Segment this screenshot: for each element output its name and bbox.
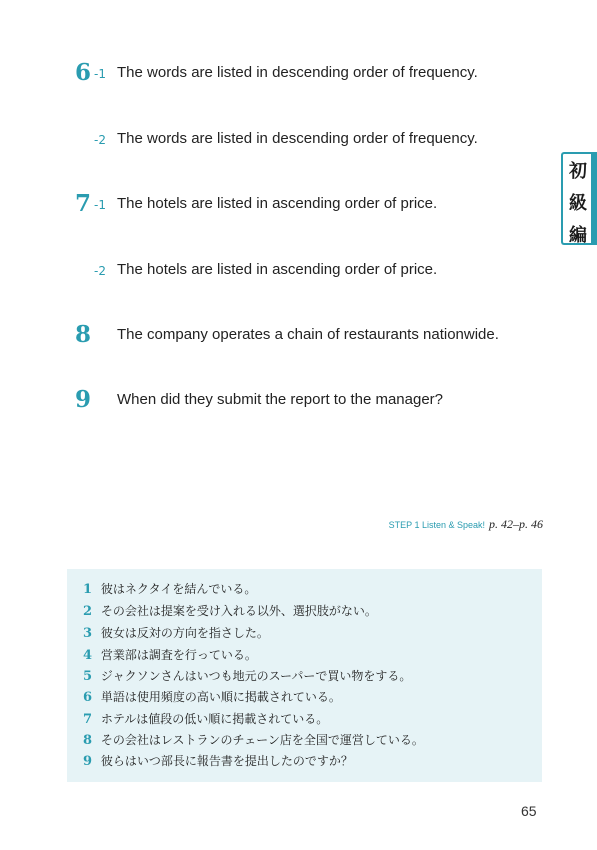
translation-number: 9: [83, 754, 93, 769]
entry-6-2: [0, 124, 597, 164]
translation-text: 彼はネクタイを結んでいる。: [100, 582, 257, 596]
entry-sentence: The hotels are listed in ascending order of price.: [117, 195, 438, 212]
entry-8: [0, 320, 597, 360]
translation-number: 1: [83, 582, 93, 597]
translation-text: ジャクソンさんはいつも地元のスーパーで買い物をする。: [100, 669, 412, 683]
entry-number: 8: [75, 321, 92, 348]
entry-number: 7: [75, 190, 92, 217]
translation-line: [83, 730, 424, 751]
translation-line: [83, 601, 377, 622]
side-tab-char: 編: [569, 225, 587, 246]
translation-line: [83, 623, 269, 644]
entry-sentence: When did they submit the report to the manager?: [117, 391, 444, 408]
translation-number: 3: [83, 626, 93, 641]
entry-7-1: [0, 189, 597, 229]
translation-line: [83, 751, 353, 772]
translation-text: 営業部は調査を行っている。: [100, 648, 257, 662]
level-side-tab: [561, 152, 597, 245]
translation-number: 5: [83, 669, 93, 684]
entry-sentence: The words are listed in descending order of frequency.: [117, 130, 478, 147]
page-range: p. 42–p. 46: [489, 517, 543, 531]
translation-number: 8: [83, 733, 93, 748]
entry-sentence: The words are listed in descending order of frequency.: [117, 64, 478, 81]
entry-sub-number: -2: [94, 264, 106, 278]
page-number: 65: [521, 803, 537, 819]
entry-sub-number: -1: [94, 67, 106, 81]
entry-sentence: The hotels are listed in ascending order of price.: [117, 261, 438, 278]
translation-number: 4: [83, 648, 93, 663]
translation-text: 彼女は反対の方向を指さした。: [100, 626, 269, 640]
side-tab-char: 級: [569, 193, 587, 214]
entry-6-1: [0, 58, 597, 98]
translation-text: その会社は提案を受け入れる以外、選択肢がない。: [100, 604, 377, 618]
translation-line: [83, 579, 256, 600]
entry-9: [0, 385, 597, 425]
entry-number: 9: [75, 386, 92, 413]
step-label: STEP 1 Listen & Speak!: [388, 520, 485, 530]
entry-sentence: The company operates a chain of restaurants nationwide.: [117, 326, 499, 343]
entry-sub-number: -2: [94, 133, 106, 147]
translation-line: [83, 645, 257, 666]
entry-sub-number: -1: [94, 198, 106, 212]
translation-number: 7: [83, 712, 93, 727]
side-tab-char: 初: [569, 161, 587, 182]
translation-box: [67, 569, 542, 782]
entry-7-2: [0, 255, 597, 295]
step-reference: [389, 517, 543, 532]
entry-number: 6: [75, 59, 92, 86]
translation-text: 彼らはいつ部長に報告書を提出したのですか？: [100, 754, 353, 768]
translation-line: [83, 666, 411, 687]
translation-line: [83, 709, 328, 730]
translation-line: [83, 687, 341, 708]
translation-number: 2: [83, 604, 93, 619]
translation-number: 6: [83, 690, 93, 705]
translation-text: その会社はレストランのチェーン店を全国で運営している。: [100, 733, 424, 747]
translation-text: 単語は使用頻度の高い順に掲載されている。: [100, 690, 341, 704]
translation-text: ホテルは値段の低い順に掲載されている。: [100, 712, 329, 726]
